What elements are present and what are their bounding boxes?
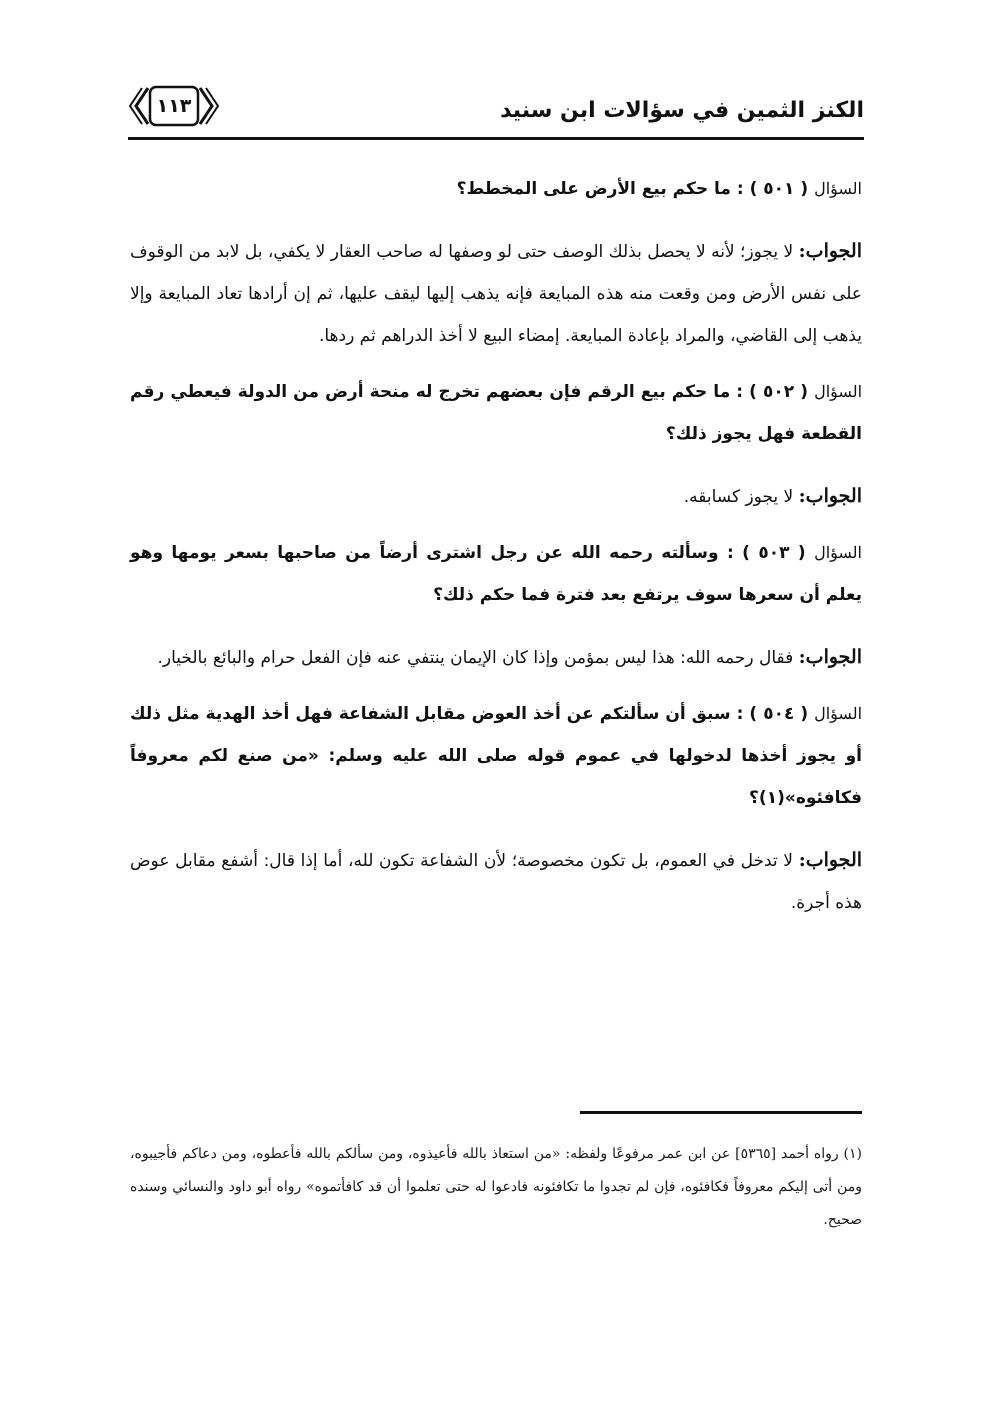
question-label: السؤال bbox=[814, 543, 862, 562]
question-text: وسألته رحمه الله عن رجل اشترى أرضاً من صاحبها بسعر يومها وهو يعلم أن سعرها سوف يرتفع بعد فترة فما حكم ذلك؟ bbox=[130, 543, 862, 605]
answer-text: لا يجوز كسابقه. bbox=[683, 487, 794, 507]
question-503 bbox=[130, 532, 862, 616]
answer-502 bbox=[130, 475, 862, 518]
page-number-frame bbox=[128, 84, 220, 128]
page-number: ١١٣ bbox=[156, 95, 192, 117]
answer-503 bbox=[130, 636, 862, 679]
answer-label: الجواب: bbox=[798, 485, 862, 507]
answer-text: فقال رحمه الله: هذا ليس بمؤمن وإذا كان الإيمان ينتفي عنه فإن الفعل حرام والبائع بالخيار. bbox=[157, 648, 794, 668]
question-text: ما حكم بيع الأرض على المخطط؟ bbox=[456, 179, 731, 199]
question-number: ( ٥٠٣ ) : bbox=[726, 543, 806, 563]
question-number: ( ٥٠٤ ) : bbox=[736, 704, 809, 724]
answer-label: الجواب: bbox=[798, 849, 863, 871]
footnote-divider bbox=[580, 1111, 862, 1114]
page-header bbox=[128, 84, 864, 140]
answer-label: الجواب: bbox=[798, 646, 862, 668]
question-text: سبق أن سألتكم عن أخذ العوض مقابل الشفاعة فهل أخذ الهدية مثل ذلك أو يجوز أخذها لدخولها في عموم قوله صلى الله عليه وسلم: «من صنع لكم معروفاً فكافئوه»(١)؟ bbox=[130, 704, 862, 808]
question-label: السؤال bbox=[814, 179, 862, 198]
question-label: السؤال bbox=[814, 382, 863, 401]
answer-504 bbox=[130, 839, 862, 924]
footnote-1: (١) رواه أحمد [٥٣٦٥] عن ابن عمر مرفوعًا ولفظه: «من استعاذ بالله فأعيذوه، ومن سألكم بالله فأعطوه، ومن دعاكم فأجيبوه، ومن أتى إليكم معروفاً فكافئوه، فإن لم تجدوا ما تكافئونه فادعوا له حتى تعلموا أن قد كافأتموه» رواه أبو داود والنسائي وسنده صحيح. bbox=[130, 1146, 862, 1228]
answer-text: لا تدخل في العموم، بل تكون مخصوصة؛ لأن الشفاعة تكون لله، أما إذا قال: أشفع مقابل عوض هذه أجرة. bbox=[130, 851, 862, 913]
header-divider bbox=[128, 137, 864, 140]
question-label: السؤال bbox=[814, 704, 863, 723]
question-502 bbox=[130, 371, 862, 455]
answer-text: لا يجوز؛ لأنه لا يحصل بذلك الوصف حتى لو وصفها له صاحب العقار لا يكفي، بل لابد من الوقوف على نفس الأرض ومن وقعت منه هذه المبايعة فإنه يذهب إليها ليقف عليها، ثم إن أرادها تعاد المبايعة وإلا يذهب إلى القاضي، والمراد بإعادة المبايعة. إمضاء البيع لا أخذ الدراهم ثم ردها. bbox=[130, 242, 862, 346]
question-number: ( ٥٠١ ) : bbox=[736, 179, 809, 199]
question-text: ما حكم بيع الرقم فإن بعضهم تخرج له منحة أرض من الدولة فيعطي رقم القطعة فهل يجوز ذلك؟ bbox=[130, 382, 862, 444]
question-501 bbox=[130, 168, 862, 210]
page-body bbox=[130, 168, 862, 938]
question-number: ( ٥٠٢ ) : bbox=[736, 382, 808, 402]
answer-501 bbox=[130, 230, 862, 357]
book-title: الكنز الثمين في سؤالات ابن سنيد bbox=[500, 98, 864, 123]
question-504 bbox=[130, 693, 862, 819]
answer-label: الجواب: bbox=[798, 240, 862, 262]
footnotes bbox=[130, 1138, 862, 1237]
